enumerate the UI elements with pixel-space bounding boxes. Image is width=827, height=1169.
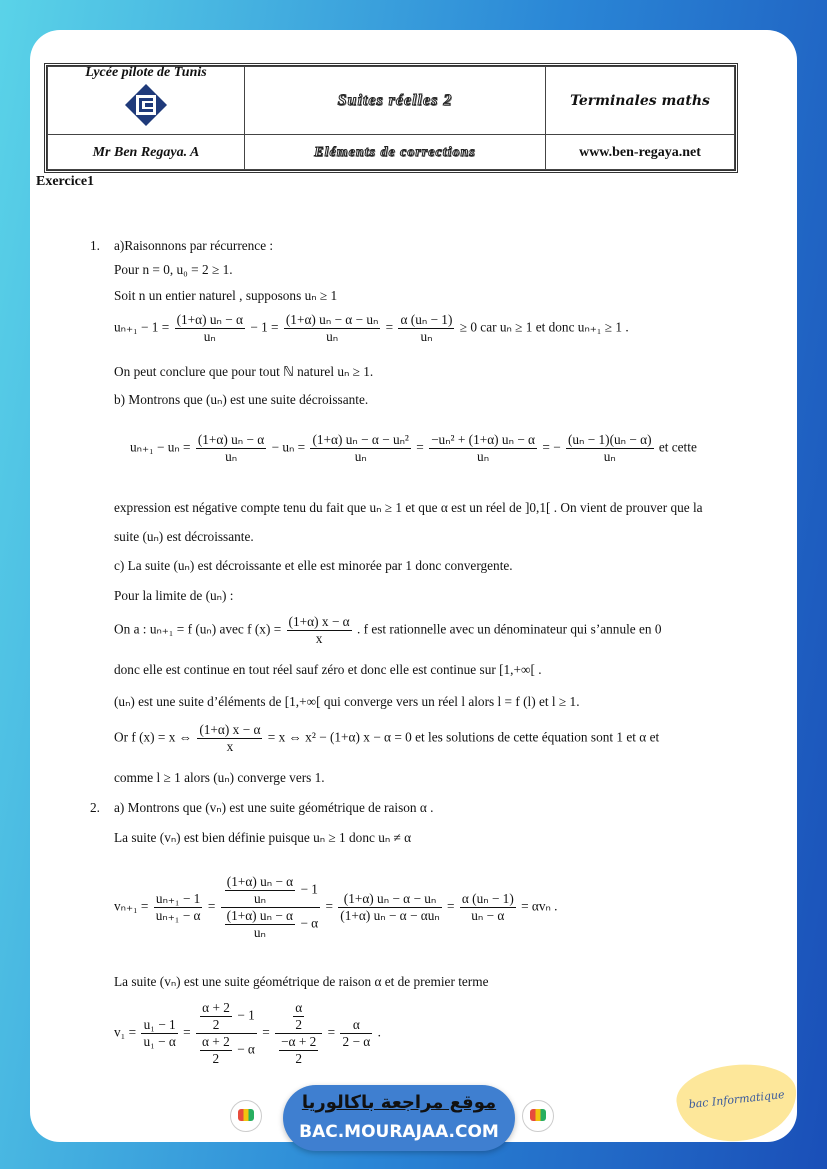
text-d-definition: La suite (vₙ) est bien définie puisque uₙ ≥ 1 donc uₙ ≠ α xyxy=(114,830,412,845)
text-d-conclusion: La suite (vₙ) est une suite géométrique de raison α et de premier terme xyxy=(114,974,489,989)
equation-v1: v₁ = $\frac{\text{u₁ − 1}}{\text{u₁ − α}}$ = $\frac{\alpha + 2}{2}$ − 1 $\frac{\alpha + 2}{2}$ − α = $\frac{\frac{\alpha}{2}}{\frac{-\alpha + 2}{2}}$ = $\frac{\alpha}{2 - \alpha}$ . xyxy=(114,1000,381,1066)
site-banner[interactable] xyxy=(283,1085,515,1151)
document-title: Suites réelles 2 xyxy=(337,91,453,109)
text-b-title: b) Montrons que (uₙ) est une suite décroissante. xyxy=(114,392,369,407)
equation-c-fixed-point: Or f (x) = x ⇔ $\frac{(1+\alpha) x - \alpha}{x}$ = x ⇔ x² − (1+α) x − α = 0 et les solutions de cette équation sont 1 et α et xyxy=(114,722,660,754)
item-number-1: 1. xyxy=(90,238,100,253)
site-url[interactable]: BAC.MOURAJAA.COM xyxy=(299,1122,499,1142)
bac-logo-icon-left xyxy=(230,1100,262,1132)
text-b-explanation: expression est négative compte tenu du fait que uₙ ≥ 1 et que α est un réel de ]0,1[ . On vient de prouver que la xyxy=(114,500,703,515)
text-c-conclusion: comme l ≥ 1 alors (uₙ) converge vers 1. xyxy=(114,770,325,785)
title-cell xyxy=(245,67,546,135)
equation-c-function: On a : uₙ₊₁ = f (uₙ) avec f (x) = $\frac{(1+\alpha) x - \alpha}{x}$ . f est rationnelle avec un dénominateur qui s’annule en 0 xyxy=(114,614,662,646)
equation-a: uₙ₊₁ − 1 = $\frac{\text{(1+α) uₙ − α}}{\text{uₙ}}$ − 1 = $\frac{\text{(1+α) uₙ − α − uₙ}}{\text{uₙ}}$ = $\frac{\text{α (uₙ − 1)}}{\text{uₙ}}$ ≥ 0 car uₙ ≥ 1 et donc uₙ₊₁ ≥ 1 . xyxy=(114,312,629,344)
text-b-conclusion: suite (uₙ) est décroissante. xyxy=(114,529,254,544)
text-d-title: a) Montrons que (vₙ) est une suite géométrique de raison α . xyxy=(114,800,434,815)
text-a-base: Pour n = 0, u₀ = 2 ≥ 1. xyxy=(114,262,233,277)
author-name: Mr Ben Regaya. A xyxy=(92,145,200,160)
text-a-conclusion: On peut conclure que pour tout ℕ naturel uₙ ≥ 1. xyxy=(114,364,374,379)
school-logo-icon xyxy=(124,83,168,127)
text-c-limit: Pour la limite de (uₙ) : xyxy=(114,588,234,603)
item-number-2: 2. xyxy=(90,800,100,815)
author-cell xyxy=(48,135,245,170)
text-a-hyp: Soit n un entier naturel , supposons uₙ ≥ 1 xyxy=(114,288,338,303)
text-c-title: c) La suite (uₙ) est décroissante et elle est minorée par 1 donc convergente. xyxy=(114,558,513,573)
class-level: Terminales maths xyxy=(570,92,710,109)
badge-text: bac Informatique xyxy=(688,1088,786,1112)
level-cell xyxy=(546,67,735,135)
subtitle-cell xyxy=(245,135,546,170)
text-a-title: a)Raisonnons par récurrence : xyxy=(114,238,274,253)
equation-b: uₙ₊₁ − uₙ = $\frac{\text{(1+α) uₙ − α}}{\text{uₙ}}$ − uₙ = $\frac{\text{(1+α) uₙ − α − uₙ²}}{\text{uₙ}}$ = $\frac{\text{−uₙ² + (1+α) uₙ − α}}{\text{uₙ}}$ = − $\frac{\text{(uₙ − 1)(uₙ − α)}}{\text{uₙ}}$ et cette xyxy=(130,432,697,464)
header-table xyxy=(44,63,738,173)
text-c-sequence: (uₙ) est une suite d’éléments de [1,+∞[ qui converge vers un réel l alors l = f (l) et l ≥ 1. xyxy=(114,694,580,709)
bac-logo-icon-right xyxy=(522,1100,554,1132)
website-cell xyxy=(546,135,735,170)
website-link[interactable]: www.ben-regaya.net xyxy=(579,145,701,160)
site-arabic-name: موقع مراجعة باكالوريا xyxy=(301,1092,497,1113)
document-subtitle: Eléments de corrections xyxy=(314,145,476,160)
school-cell xyxy=(48,67,245,135)
school-name: Lycée pilote de Tunis xyxy=(85,65,207,80)
text-c-continuity: donc elle est continue en tout réel sauf zéro et donc elle est continue sur [1,+∞[ . xyxy=(114,662,542,677)
exercise-heading: Exercice1 xyxy=(36,174,95,189)
equation-d: vₙ₊₁ = $\frac{\text{uₙ₊₁ − 1}}{\text{uₙ₊₁ − α}}$ = $\frac{\text{(1+α) uₙ − α}}{\text{uₙ}}$ − 1 $\frac{\text{(1+α) uₙ − α}}{\text{uₙ}}$ − α = $\frac{\text{(1+α) uₙ − α − uₙ}}{\text{(1+α) uₙ − α − αuₙ}}$ = $\frac{\text{α (uₙ − 1)}}{\text{uₙ − α}}$ = αvₙ . xyxy=(114,874,558,940)
